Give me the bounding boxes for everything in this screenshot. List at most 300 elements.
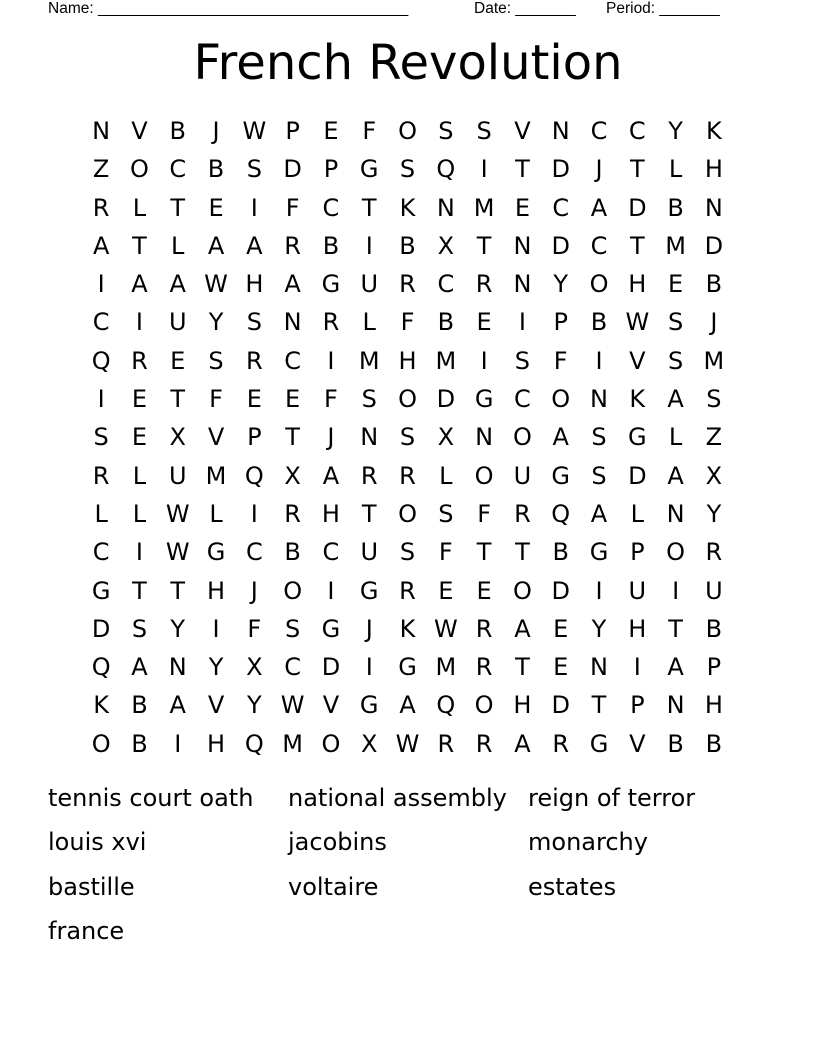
grid-letter: A	[590, 193, 608, 222]
grid-letter: A	[322, 461, 340, 490]
grid-letter: I	[633, 653, 641, 682]
grid-letter: T	[668, 614, 683, 643]
grid-letter: I	[595, 346, 603, 375]
grid-letter: S	[706, 385, 722, 414]
grid-letter: Y	[553, 270, 569, 299]
grid-letter: J	[710, 308, 718, 337]
page-title: French Revolution	[193, 35, 623, 91]
grid-letter: G	[359, 576, 379, 605]
grid-letter: P	[285, 117, 300, 145]
grid-letter: S	[131, 614, 148, 643]
grid-letter: R	[475, 270, 493, 299]
word-bank-item: tennis court oath	[48, 784, 254, 812]
grid-letter: A	[246, 231, 263, 260]
grid-letter: U	[360, 538, 379, 567]
word-search-grid	[82, 112, 733, 763]
grid-letter: N	[513, 231, 532, 260]
grid-letter: B	[399, 231, 416, 260]
grid-row	[82, 265, 733, 303]
grid-letter: O	[321, 729, 341, 758]
grid-letter: U	[628, 576, 647, 605]
grid-letter: S	[438, 499, 454, 528]
grid-letter: S	[514, 346, 531, 375]
grid-letter: O	[474, 461, 494, 490]
grid-letter: O	[512, 576, 532, 605]
grid-letter: I	[672, 576, 680, 605]
date-field-label: Date: _______	[474, 0, 576, 17]
grid-letter: A	[552, 423, 569, 452]
grid-letter: U	[705, 576, 723, 605]
grid-letter: B	[322, 231, 340, 260]
grid-letter: S	[208, 346, 224, 375]
grid-letter: C	[92, 538, 110, 567]
grid-letter: S	[667, 346, 684, 375]
grid-letter: K	[706, 117, 722, 145]
grid-letter: Q	[91, 653, 111, 682]
grid-letter: E	[131, 423, 148, 452]
grid-letter: R	[360, 461, 378, 490]
grid-letter: Y	[706, 499, 722, 528]
grid-letter: F	[362, 117, 377, 145]
grid-letter: H	[628, 614, 647, 643]
grid-letter: X	[169, 423, 186, 452]
grid-letter: M	[473, 193, 495, 222]
grid-letter: X	[437, 423, 455, 452]
grid-letter: R	[92, 193, 110, 222]
grid-letter: E	[553, 653, 569, 682]
grid-letter: V	[322, 691, 340, 720]
grid-row	[82, 686, 733, 724]
grid-letter: O	[551, 385, 571, 414]
grid-letter: B	[284, 538, 301, 567]
grid-letter: J	[327, 423, 335, 452]
grid-letter: G	[321, 270, 341, 299]
grid-letter: C	[514, 385, 531, 414]
grid-letter: S	[93, 423, 109, 452]
grid-letter: E	[438, 576, 454, 605]
grid-letter: B	[437, 308, 455, 337]
grid-letter: Y	[668, 117, 683, 145]
grid-letter: I	[480, 346, 488, 375]
grid-letter: T	[132, 231, 147, 260]
grid-letter: O	[91, 729, 111, 758]
grid-row	[82, 112, 733, 150]
grid-letter: Z	[705, 423, 723, 452]
grid-letter: B	[590, 308, 608, 337]
grid-letter: Y	[591, 614, 607, 643]
grid-letter: A	[92, 231, 110, 260]
grid-letter: G	[589, 538, 609, 567]
grid-letter: P	[247, 423, 262, 452]
grid-row	[82, 495, 733, 533]
grid-letter: R	[437, 729, 455, 758]
grid-letter: W	[204, 270, 228, 299]
word-bank-item: bastille	[48, 872, 135, 901]
grid-letter: B	[705, 729, 723, 758]
word-bank-item: voltaire	[288, 872, 379, 901]
grid-letter: L	[362, 308, 376, 337]
grid-letter: A	[667, 461, 684, 490]
grid-row	[82, 648, 733, 686]
grid-letter: N	[666, 691, 685, 720]
grid-letter: C	[552, 193, 570, 222]
grid-letter: E	[170, 346, 186, 375]
grid-letter: A	[590, 499, 608, 528]
grid-letter: B	[131, 691, 148, 720]
grid-letter: A	[399, 691, 416, 720]
grid-letter: G	[628, 423, 647, 452]
grid-letter: T	[361, 499, 377, 528]
grid-letter: T	[515, 538, 530, 567]
grid-letter: I	[97, 385, 105, 414]
grid-letter: R	[245, 346, 263, 375]
grid-letter: T	[629, 155, 645, 184]
word-bank-item: national assembly	[288, 784, 507, 812]
grid-letter: B	[169, 117, 186, 145]
grid-letter: H	[245, 270, 264, 299]
grid-row	[82, 418, 733, 456]
grid-letter: C	[590, 231, 608, 260]
grid-letter: I	[250, 499, 258, 528]
grid-letter: E	[476, 576, 492, 605]
grid-letter: S	[476, 117, 492, 145]
grid-letter: T	[629, 231, 645, 260]
grid-letter: L	[171, 231, 185, 260]
grid-letter: M	[435, 346, 457, 375]
grid-letter: I	[327, 346, 335, 375]
grid-letter: F	[247, 614, 262, 643]
grid-letter: M	[665, 231, 686, 260]
period-field-label: Period: _______	[606, 0, 720, 17]
grid-letter: O	[512, 423, 532, 452]
grid-letter: B	[131, 729, 148, 758]
grid-letter: H	[321, 499, 340, 528]
grid-letter: A	[667, 385, 684, 414]
grid-letter: I	[97, 270, 105, 299]
grid-letter: V	[207, 691, 225, 720]
grid-letter: B	[705, 614, 723, 643]
grid-letter: E	[514, 193, 530, 222]
grid-letter: N	[436, 193, 455, 222]
grid-letter: J	[595, 155, 603, 184]
grid-letter: C	[437, 270, 455, 299]
grid-letter: V	[629, 729, 646, 758]
grid-row	[82, 572, 733, 610]
grid-letter: T	[132, 576, 147, 605]
grid-letter: T	[361, 193, 377, 222]
grid-letter: O	[130, 155, 149, 184]
grid-letter: A	[131, 270, 148, 299]
grid-letter: W	[242, 117, 267, 145]
grid-letter: L	[668, 155, 683, 184]
grid-letter: S	[591, 423, 607, 452]
grid-letter: K	[93, 691, 110, 720]
grid-letter: P	[323, 155, 339, 184]
grid-letter: T	[515, 155, 530, 184]
word-bank-item: monarchy	[528, 828, 648, 857]
grid-letter: G	[474, 385, 494, 414]
grid-letter: J	[365, 614, 373, 643]
grid-letter: G	[321, 614, 341, 643]
grid-letter: I	[595, 576, 603, 605]
grid-letter: A	[169, 691, 186, 720]
grid-letter: J	[212, 117, 220, 145]
grid-letter: T	[170, 385, 186, 414]
grid-letter: F	[438, 538, 453, 567]
grid-letter: Q	[436, 691, 456, 720]
grid-letter: I	[212, 614, 220, 643]
grid-letter: I	[250, 193, 258, 222]
grid-letter: R	[322, 308, 340, 337]
grid-letter: U	[360, 270, 379, 299]
grid-letter: T	[591, 691, 607, 720]
grid-letter: J	[250, 576, 258, 605]
grid-letter: N	[590, 653, 608, 682]
grid-letter: U	[513, 461, 532, 490]
grid-letter: W	[395, 729, 420, 758]
grid-letter: H	[704, 691, 723, 720]
grid-letter: M	[703, 346, 725, 375]
grid-letter: D	[91, 614, 111, 643]
grid-letter: X	[246, 653, 263, 682]
grid-letter: I	[480, 155, 488, 184]
grid-letter: O	[474, 691, 494, 720]
grid-letter: E	[476, 308, 492, 337]
grid-letter: R	[399, 461, 416, 490]
grid-letter: S	[399, 423, 416, 452]
grid-letter: R	[705, 538, 723, 567]
grid-letter: D	[628, 193, 647, 222]
grid-letter: W	[280, 691, 305, 720]
word-bank-item: jacobins	[288, 828, 387, 857]
grid-letter: N	[590, 385, 608, 414]
grid-letter: A	[514, 614, 531, 643]
grid-letter: D	[551, 155, 570, 184]
grid-letter: W	[625, 308, 650, 337]
grid-letter: A	[207, 231, 225, 260]
grid-letter: G	[206, 538, 226, 567]
grid-letter: L	[439, 461, 453, 490]
grid-letter: Y	[208, 653, 224, 682]
grid-letter: X	[361, 729, 378, 758]
grid-letter: D	[551, 691, 570, 720]
grid-letter: O	[398, 385, 417, 414]
grid-letter: P	[630, 691, 645, 720]
grid-letter: N	[283, 308, 302, 337]
grid-letter: B	[667, 193, 684, 222]
grid-letter: Y	[208, 308, 224, 337]
grid-letter: H	[207, 729, 226, 758]
grid-letter: P	[706, 653, 722, 682]
grid-letter: V	[131, 117, 148, 145]
grid-letter: A	[667, 653, 684, 682]
grid-letter: C	[284, 653, 302, 682]
grid-letter: T	[285, 423, 300, 452]
grid-letter: A	[514, 729, 531, 758]
grid-letter: A	[131, 653, 148, 682]
grid-letter: B	[207, 155, 225, 184]
grid-letter: E	[208, 193, 224, 222]
grid-letter: C	[92, 308, 110, 337]
grid-row	[82, 342, 733, 380]
grid-letter: T	[476, 231, 492, 260]
grid-letter: R	[131, 346, 148, 375]
grid-letter: S	[591, 461, 607, 490]
grid-letter: C	[245, 538, 263, 567]
grid-letter: L	[132, 193, 147, 222]
grid-letter: T	[476, 538, 492, 567]
grid-letter: E	[131, 385, 148, 414]
grid-letter: S	[246, 308, 262, 337]
word-bank-item: louis xvi	[48, 828, 147, 857]
grid-letter: P	[553, 308, 568, 337]
grid-letter: N	[666, 499, 685, 528]
grid-letter: Q	[244, 729, 264, 758]
grid-letter: N	[475, 423, 494, 452]
grid-letter: T	[170, 193, 186, 222]
grid-letter: B	[552, 538, 569, 567]
grid-letter: E	[323, 117, 339, 145]
grid-letter: E	[553, 614, 569, 643]
grid-letter: Z	[92, 155, 110, 184]
grid-letter: O	[283, 576, 303, 605]
grid-letter: V	[207, 423, 225, 452]
grid-letter: H	[704, 155, 723, 184]
grid-letter: L	[132, 499, 147, 528]
grid-letter: M	[282, 729, 303, 758]
grid-letter: I	[365, 231, 373, 260]
grid-letter: G	[551, 461, 571, 490]
grid-letter: C	[322, 193, 340, 222]
grid-letter: R	[284, 231, 301, 260]
grid-letter: R	[475, 729, 493, 758]
grid-letter: C	[322, 538, 340, 567]
grid-letter: F	[285, 193, 300, 222]
grid-letter: T	[515, 653, 530, 682]
grid-letter: N	[551, 117, 570, 145]
grid-letter: W	[165, 538, 190, 567]
grid-letter: O	[398, 117, 417, 145]
grid-letter: O	[589, 270, 609, 299]
word-bank-item: france	[48, 916, 125, 945]
grid-letter: S	[246, 155, 262, 184]
word-bank	[48, 778, 768, 955]
grid-letter: L	[132, 461, 147, 490]
grid-letter: N	[513, 270, 532, 299]
grid-row	[82, 533, 733, 571]
grid-row	[82, 725, 733, 763]
grid-row	[82, 227, 733, 265]
grid-letter: U	[168, 461, 187, 490]
grid-letter: V	[514, 117, 531, 145]
word-bank-item: reign of terror	[528, 784, 696, 812]
grid-letter: A	[284, 270, 301, 299]
grid-letter: I	[174, 729, 182, 758]
grid-row	[82, 150, 733, 188]
grid-letter: S	[438, 117, 454, 145]
name-field-label: Name: ____________________________________	[48, 0, 409, 17]
grid-letter: P	[630, 538, 645, 567]
grid-letter: Q	[91, 346, 111, 375]
grid-letter: Y	[170, 614, 186, 643]
grid-letter: D	[321, 653, 341, 682]
grid-letter: L	[630, 499, 644, 528]
word-bank-item: estates	[528, 872, 617, 901]
grid-letter: F	[324, 385, 338, 414]
grid-letter: V	[629, 346, 646, 375]
grid-letter: D	[704, 231, 724, 260]
grid-letter: K	[629, 385, 646, 414]
grid-letter: C	[628, 117, 646, 145]
grid-letter: S	[361, 385, 377, 414]
grid-letter: F	[477, 499, 492, 528]
grid-letter: O	[666, 538, 686, 567]
grid-letter: G	[589, 729, 609, 758]
grid-letter: K	[399, 614, 416, 643]
grid-letter: M	[358, 346, 380, 375]
grid-letter: D	[551, 231, 570, 260]
grid-letter: I	[135, 308, 143, 337]
grid-letter: M	[435, 653, 457, 682]
grid-letter: D	[628, 461, 647, 490]
header-fields	[48, 0, 768, 20]
grid-letter: E	[668, 270, 684, 299]
grid-letter: F	[553, 346, 568, 375]
grid-letter: R	[475, 653, 493, 682]
grid-row	[82, 189, 733, 227]
grid-letter: B	[667, 729, 684, 758]
grid-letter: X	[705, 461, 723, 490]
grid-row	[82, 303, 733, 341]
grid-letter: L	[668, 423, 683, 452]
grid-letter: L	[209, 499, 223, 528]
grid-letter: I	[135, 538, 143, 567]
grid-letter: I	[518, 308, 526, 337]
grid-letter: G	[359, 691, 379, 720]
grid-letter: L	[94, 499, 108, 528]
grid-letter: Q	[244, 461, 264, 490]
grid-letter: E	[285, 385, 301, 414]
grid-letter: H	[398, 346, 417, 375]
grid-letter: I	[365, 653, 373, 682]
grid-letter: U	[168, 308, 187, 337]
grid-letter: G	[359, 155, 379, 184]
grid-letter: C	[169, 155, 187, 184]
grid-letter: T	[170, 576, 186, 605]
grid-letter: E	[246, 385, 262, 414]
grid-letter: F	[400, 308, 415, 337]
grid-letter: R	[284, 499, 301, 528]
grid-letter: R	[92, 461, 110, 490]
grid-letter: S	[399, 155, 416, 184]
grid-row	[82, 380, 733, 418]
grid-letter: Y	[247, 691, 262, 720]
grid-letter: R	[399, 576, 416, 605]
grid-letter: Q	[436, 155, 456, 184]
grid-letter: D	[436, 385, 456, 414]
grid-letter: M	[205, 461, 227, 490]
grid-letter: Q	[551, 499, 571, 528]
grid-letter: R	[399, 270, 416, 299]
grid-letter: W	[165, 499, 190, 528]
grid-letter: D	[551, 576, 570, 605]
grid-letter: H	[513, 691, 532, 720]
grid-letter: R	[475, 614, 493, 643]
grid-letter: S	[667, 308, 684, 337]
grid-letter: N	[92, 117, 111, 145]
grid-letter: H	[628, 270, 647, 299]
grid-letter: N	[704, 193, 723, 222]
